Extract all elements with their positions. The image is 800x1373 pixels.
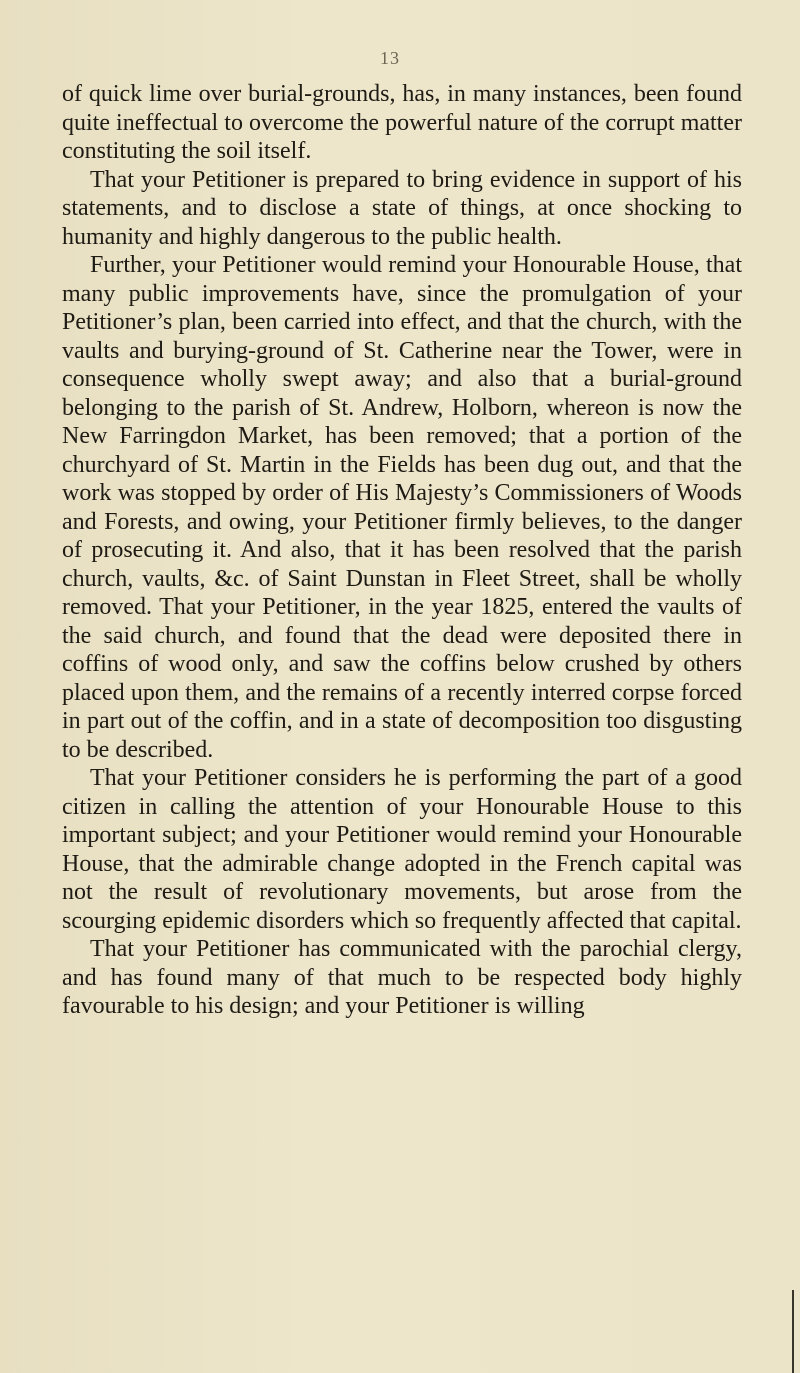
- page-edge-shadow: [792, 1290, 794, 1373]
- page-number: 13: [380, 48, 400, 68]
- paragraph-4: That your Petitioner considers he is performing the part of a good citizen in calling the attention of your Honourable House to this important subject; and your Petitioner would remind your Honourable House, that the admirable change adopted in the French capital was not the result of revolutionary movements, but arose from the scourging epidemic disorders which so frequently affected that capital.: [62, 765, 742, 934]
- paragraph-5: That your Petitioner has communicated with the parochial clergy, and has found many of that much to be respected body highly favourable to his design; and your Petitioner is willing: [62, 936, 742, 1019]
- paragraph-3: Further, your Petitioner would remind your Honourable House, that many public improvements have, since the promulgation of your Petitioner’s plan, been carried into effect, and that the church, with the vaults and burying-ground of St. Catherine near the Tower, were in consequence wholly swept away; and also that a burial-ground belonging to the parish of St. Andrew, Holborn, whereon is now the New Farringdon Market, has been removed; that a portion of the churchyard of St. Martin in the Fields has been dug out, and that the work was stopped by order of His Majesty’s Commissioners of Woods and Forests, and owing, your Petitioner firmly believes, to the danger of prosecuting it. And also, that it has been resolved that the parish church, vaults, &c. of Saint Dunstan in Fleet Street, shall be wholly removed. That your Petitioner, in the year 1825, entered the vaults of the said church, and found that the dead were deposited there in coffins of wood only, and saw the coffins below crushed by others placed upon them, and the remains of a recently interred corpse forced in part out of the coffin, and in a state of decomposition too disgusting to be described.: [62, 252, 742, 763]
- paragraph-1: of quick lime over burial-grounds, has, in many instances, been found quite ineffectual to overcome the powerful nature of the corrupt matter constituting the soil itself.: [62, 81, 742, 164]
- body-text: [62, 80, 742, 1021]
- paragraph-2: That your Petitioner is prepared to bring evidence in support of his statements, and to disclose a state of things, at once shocking to humanity and highly dangerous to the public health.: [62, 166, 742, 250]
